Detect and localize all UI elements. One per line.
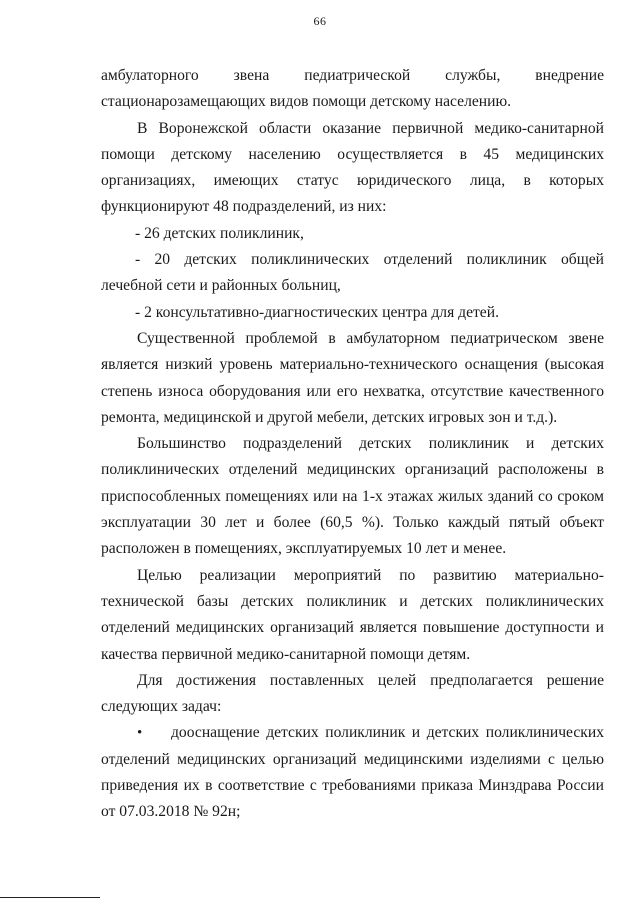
- paragraph-2: В Воронежской области оказание первичной медико-санитарной помощи детскому населению осуществляется в 45 медицинских организациях, имеющих статус юридического лица, в которых функционируют 48 подразделений, из них:: [101, 119, 604, 216]
- list-item-dash-2: - 20 детских поликлинических отделений поликлиник общей лечебной сети и районных больниц,: [101, 251, 604, 295]
- list-item-dash-3: - 2 консультативно-диагностических центра для детей.: [135, 303, 499, 321]
- paragraph-3: Существенной проблемой в амбулаторном педиатрическом звене является низкий уровень материально-технического оснащения (высокая степень износа оборудования или его нехватка, отсутствие качественного ремонта, медицинской и другой мебели, детских игровых зон и т.д.).: [101, 329, 604, 426]
- list-item-dash-1: - 26 детских поликлиник,: [135, 224, 304, 242]
- bullet-marker: •: [137, 725, 143, 742]
- footnote-separator: [0, 897, 100, 898]
- paragraph-1: амбулаторного звена педиатрической службы, внедрение стационарозамещающих видов помощи детскому населению.: [101, 67, 604, 111]
- page-number: 66: [313, 14, 327, 28]
- paragraph-4: Большинство подразделений детских поликлиник и детских поликлинических отделений медицинских организаций расположены в приспособленных помещениях или на 1-х этажах жилых зданий со сроком эксплуатации 30 лет и более (60,5 %). Только каждый пятый объект расположен в помещениях, эксплуатируемых 10 лет и менее.: [101, 435, 604, 558]
- paragraph-6: Для достижения поставленных целей предполагается решение следующих задач:: [101, 671, 604, 716]
- paragraph-5: Целью реализации мероприятий по развитию материально-технической базы детских поликлиник и детских поликлинических отделений медицинских организаций является повышение доступности и качества первичной медико-санитарной помощи детям.: [101, 566, 604, 663]
- bullet-list-item: [101, 720, 604, 825]
- document-body: [101, 63, 604, 826]
- bullet-item-text: дооснащение детских поликлиник и детских поликлинических отделений медицинских организаций медицинскими изделиями с целью приведения их в соответствие с требованиями приказа Минздрава России от 07.03.2018 № 92н;: [101, 724, 604, 821]
